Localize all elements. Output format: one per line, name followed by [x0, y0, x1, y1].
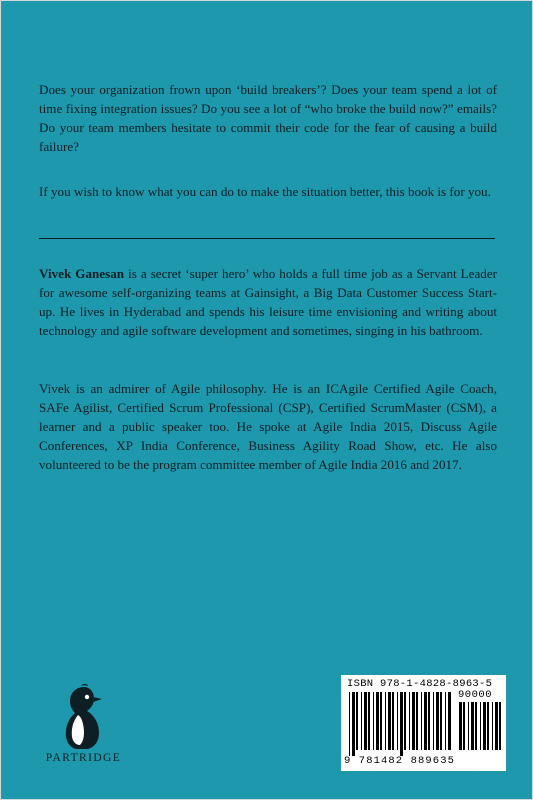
author-name: Vivek Ganesan: [39, 266, 125, 281]
isbn-label: ISBN 978-1-4828-8963-5: [347, 678, 493, 690]
section-divider: [39, 238, 495, 239]
ean-digits: 9 781482 889635: [344, 755, 456, 767]
barcode-bars: [349, 692, 453, 756]
author-bio-paragraph-2: Vivek is an admirer of Agile philosophy. He is an ICAgile Certified Agile Coach, SAFe Agilist, Certified Scrum Professional (CSP), Certified ScrumMaster (CSM), a learner and a public speaker too. He spoke at Agile India 2015, Discuss Agile Conferences, XP India Conference, Business Agility Road Show, etc. He also volunteered to be the program committee member of Agile India 2016 and 2017.: [39, 381, 497, 472]
price-code: 90000: [458, 689, 493, 701]
author-bio-text: is a secret ‘super hero’ who holds a full time job as a Servant Leader for awesome self-organizing teams at Gainsight, a Big Data Customer Success Start-up. He lives in Hyderabad and spends his leisure time envisioning and writing about technology and agile software development and sometimes, singing in his bathroom.: [39, 266, 498, 338]
blurb-paragraph-2: If you wish to know what you can do to make the situation better, this book is for you.: [39, 184, 491, 199]
publisher-logo: [36, 684, 131, 774]
partridge-bird-logo-icon: [54, 684, 112, 750]
publisher-name: PARTRIDGE: [45, 752, 122, 764]
barcode-addon-bars: [459, 702, 501, 756]
blurb-paragraph-1: Does your organization frown upon ‘build breakers’? Does your team spend a lot of time fixing integration issues? Do you see a lot of “who broke the build now?” emails? Do your team members hesitate to commit their code for the fear of causing a build failure?: [39, 82, 497, 154]
author-bio-paragraph-1: [39, 264, 497, 340]
isbn-barcode: [341, 675, 506, 771]
